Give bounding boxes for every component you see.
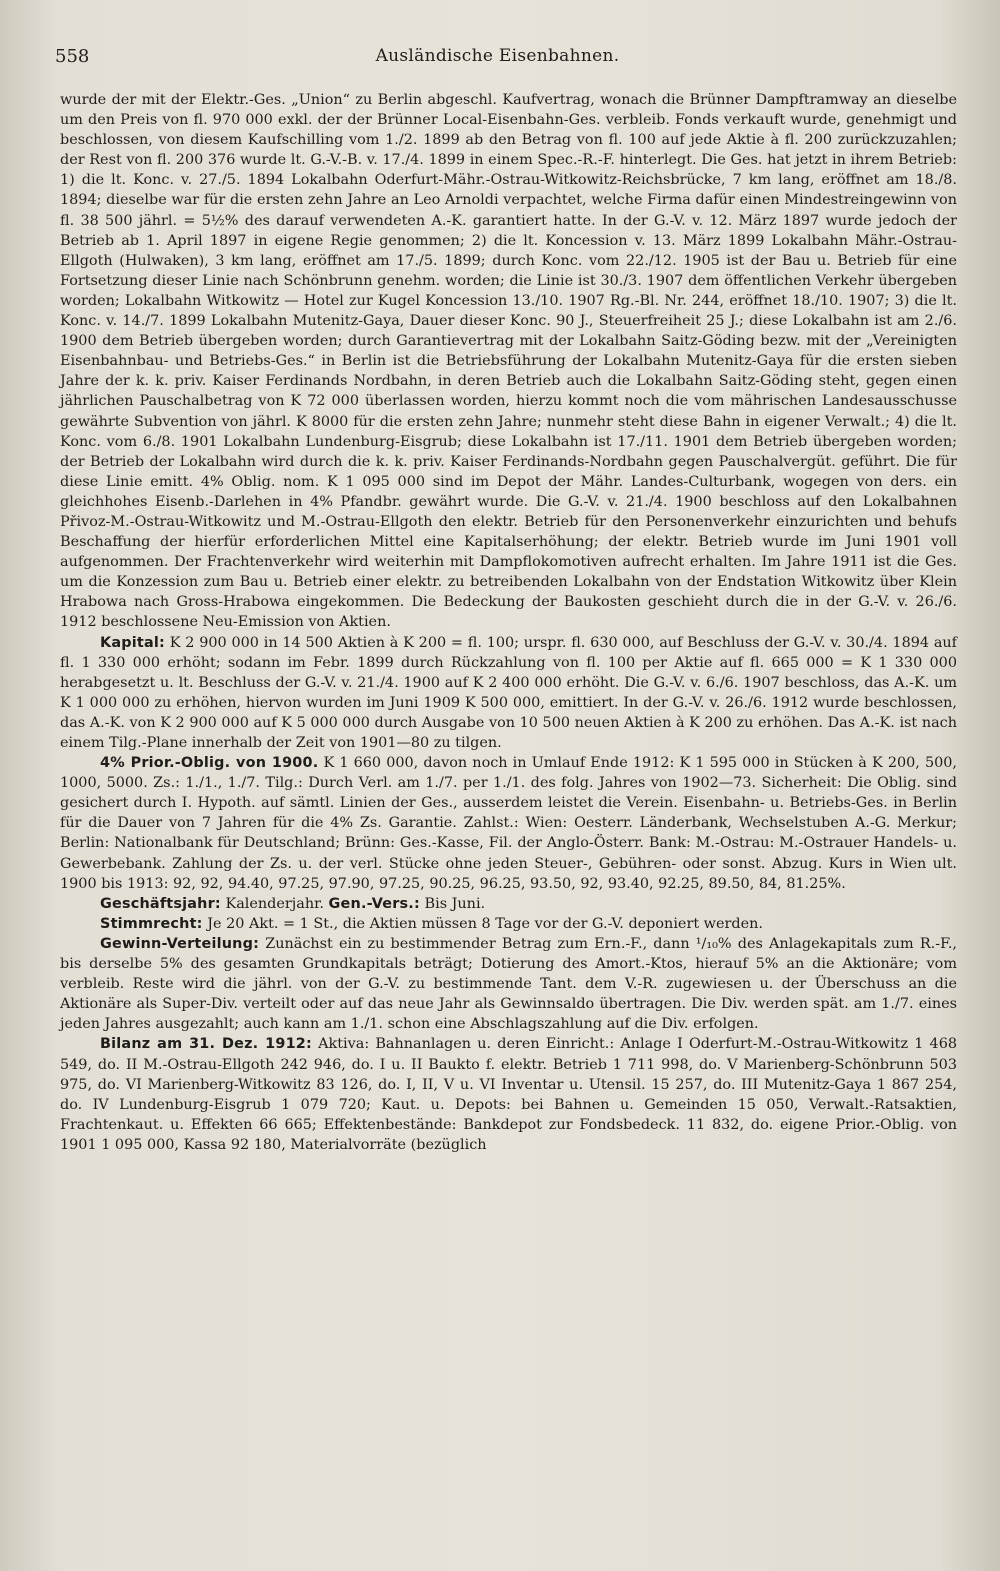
article-body [60, 90, 957, 1155]
prior-oblig-text: K 1 660 000, davon noch in Umlauf Ende 1912: K 1 595 000 in Stücken à K 200, 500, 1000, 5000. Zs.: 1./1., 1./7. Tilg.: Durch Verl. am 1./7. per 1./1. des folg. Jahres von 1902—73. Sicherheit: Die Oblig. sind gesichert durch I. Hypoth. auf sämtl. Linien der Ges., ausserdem leistet die Verein. Eisenbahn- u. Betriebs-Ges. in Berlin für die Dauer von 7 Jahren für die 4% Zs. Garantie. Zahlst.: Wien: Oesterr. Länderbank, Wechselstuben A.-G. Merkur; Berlin: Nationalbank für Deutschland; Brünn: Ges.-Kasse, Fil. der Anglo-Österr. Bank: M.-Ostrau: M.-Ostrauer Handels- u. Gewerbebank. Zahlung der Zs. u. der verl. Stücke ohne jeden Steuer-, Gebühren- oder sonst. Abzug. Kurs in Wien ult. 1900 bis 1913: 92, 92, 94.40, 97.25, 97.90, 97.25, 90.25, 96.25, 93.50, 92, 93.40, 92.25, 89.50, 84, 81.25%. [60, 755, 957, 892]
gewinn-text: Zunächst ein zu bestimmender Betrag zum Ern.-F., dann ¹/₁₀% des Anlagekapitals zum R.-F., bis derselbe 5% des gesamten Grundkapitals beträgt; Dotierung des Amort.-Ktos, hierauf 5% an die Aktionäre; vom verbleib. Reste wird die jährl. von der G.-V. zu bestimmende Tant. dem V.-R. zugewiesen u. der Überschuss an die Aktionäre als Super-Div. verteilt oder auf das neue Jahr als Gewinnsaldo übertragen. Die Div. werden spät. am 1./7. eines jeden Jahres ausgezahlt; auch kann am 1./1. schon eine Abschlagszahlung auf die Div. erfolgen. [60, 935, 957, 1033]
geschaeftsjahr-text: Kalenderjahr. [220, 895, 329, 912]
kapital-paragraph [60, 633, 957, 754]
stimmrecht-label: Stimmrecht: [100, 915, 203, 932]
bilanz-paragraph [60, 1034, 957, 1155]
prior-oblig-label: 4% Prior.-Oblig. von 1900. [100, 755, 319, 772]
stimmrecht-text: Je 20 Akt. = 1 St., die Aktien müssen 8 Tage vor der G.-V. deponiert werden. [202, 915, 763, 932]
geschaeftsjahr-paragraph [60, 894, 957, 914]
kapital-text: K 2 900 000 in 14 500 Aktien à K 200 = fl. 100; urspr. fl. 630 000, auf Beschluss der G.-V. v. 30./4. 1894 auf fl. 1 330 000 erhöht; sodann im Febr. 1899 durch Rückzahlung von fl. 100 per Aktie auf fl. 665 000 = K 1 330 000 herabgesetzt u. lt. Beschluss der G.-V. v. 21./4. 1900 auf K 2 400 000 erhöht. Die G.-V. v. 6./6. 1907 beschloss, das A.-K. um K 1 000 000 zu erhöhen, hiervon wurden im Juni 1909 K 500 000, emittiert. In der G.-V. v. 26./6. 1912 wurde beschlossen, das A.-K. von K 2 900 000 auf K 5 000 000 durch Ausgabe von 10 500 neuen Aktien à K 200 zu erhöhen. Das A.-K. ist nach einem Tilg.-Plane innerhalb der Zeit von 1901—80 zu tilgen. [60, 634, 957, 751]
gewinn-paragraph [60, 934, 957, 1034]
history-paragraph: wurde der mit der Elektr.-Ges. „Union“ zu Berlin abgeschl. Kaufvertrag, wonach die Brünner Dampftramway an dieselbe um den Preis von fl. 970 000 exkl. der der Brünner Local-Eisenbahn-Ges. verbleib. Fonds verkauft wurde, genehmigt und beschlossen, von diesem Kaufschilling vom 1./2. 1899 ab den Betrag von fl. 100 auf jede Aktie à fl. 200 zurückzuzahlen; der Rest von fl. 200 376 wurde lt. G.-V.-B. v. 17./4. 1899 in einem Spec.-R.-F. hinterlegt. Die Ges. hat jetzt in ihrem Betrieb: 1) die lt. Konc. v. 27./5. 1894 Lokalbahn Oderfurt-Mähr.-Ostrau-Witkowitz-Reichsbrücke, 7 km lang, eröffnet am 18./8. 1894; dieselbe war für die ersten zehn Jahre an Leo Arnoldi verpachtet, welche Firma dafür einen Mindestreingewinn von fl. 38 500 jährl. = 5½% des darauf verwendeten A.-K. garantiert hatte. In der G.-V. v. 12. März 1897 wurde jedoch der Betrieb ab 1. April 1897 in eigene Regie genommen; 2) die lt. Koncession v. 13. März 1899 Lokalbahn Mähr.-Ostrau-Ellgoth (Hulwaken), 3 km lang, eröffnet am 17./5. 1899; durch Konc. vom 22./12. 1905 ist der Bau u. Betrieb für eine Fortsetzung dieser Linie nach Schönbrunn genehm. worden; die Linie ist 30./3. 1907 dem öffentlichen Verkehr übergeben worden; Lokalbahn Witkowitz — Hotel zur Kugel Koncession 13./10. 1907 Rg.-Bl. Nr. 244, eröffnet 18./10. 1907; 3) die lt. Konc. v. 14./7. 1899 Lokalbahn Mutenitz-Gaya, Dauer dieser Konc. 90 J., Steuerfreiheit 25 J.; diese Lokalbahn ist am 2./6. 1900 dem Betrieb übergeben worden; durch Garantievertrag mit der Lokalbahn Saitz-Göding bezw. mit der „Vereinigten Eisenbahnbau- und Betriebs-Ges.“ in Berlin ist die Betriebsführung der Lokalbahn Mutenitz-Gaya für die ersten sieben Jahre der k. k. priv. Kaiser Ferdinands Nordbahn, in deren Betrieb auch die Lokalbahn Saitz-Göding steht, gegen einen jährlichen Pauschalbetrag von K 72 000 überlassen worden, hierzu kommt noch die vom mährischen Landesausschusse gewährte Subvention von jährl. K 8000 für die ersten zehn Jahre; nunmehr steht diese Bahn in eigener Verwalt.; 4) die lt. Konc. vom 6./8. 1901 Lokalbahn Lundenburg-Eisgrub; diese Lokalbahn ist 17./11. 1901 dem Betrieb übergeben worden; der Betrieb der Lokalbahn wird durch die k. k. priv. Kaiser Ferdinands-Nordbahn gegen Pauschalvergüt. geführt. Die für diese Linie emitt. 4% Oblig. nom. K 1 095 000 sind im Depot der Mähr. Landes-Culturbank, wogegen von ders. ein gleichhohes Eisenb.-Darlehen in 4% Pfandbr. gewährt wurde. Die G.-V. v. 21./4. 1900 beschloss auf den Lokalbahnen Přivoz-M.-Ostrau-Witkowitz und M.-Ostrau-Ellgoth den elektr. Betrieb für den Personenverkehr einzurichten und behufs Beschaffung der hierfür erforderlichen Mittel eine Kapitalserhöhung; der elektr. Betrieb wurde im Juni 1901 voll aufgenommen. Der Frachtenverkehr wird weiterhin mit Dampflokomotiven aufrecht erhalten. Im Jahre 1911 ist die Ges. um die Konzession zum Bau u. Betrieb einer elektr. zu betreibenden Lokalbahn von der Endstation Witkowitz über Klein Hrabowa nach Gross-Hrabowa eingekommen. Die Bedeckung der Baukosten geschieht durch die in der G.-V. v. 26./6. 1912 beschlossene Neu-Emission von Aktien. [60, 92, 957, 631]
bilanz-label: Bilanz am 31. Dez. 1912: [100, 1036, 312, 1053]
stimmrecht-paragraph [60, 914, 957, 934]
kapital-label: Kapital: [100, 634, 165, 651]
geschaeftsjahr-label: Geschäftsjahr: [100, 895, 221, 912]
page-header [55, 46, 940, 74]
page-number: 558 [55, 46, 90, 67]
running-title: Ausländische Eisenbahnen. [375, 46, 620, 66]
gewinn-label: Gewinn-Verteilung: [100, 935, 260, 952]
gen-vers-text: Bis Juni. [419, 895, 486, 912]
gen-vers-label: Gen.-Vers.: [328, 895, 420, 912]
bilanz-text: Aktiva: Bahnanlagen u. deren Einricht.: Anlage I Oderfurt-M.-Ostrau-Witkowitz 1 468 549, do. II M.-Ostrau-Ellgoth 242 946, do. I u. II Baukto f. elektr. Betrieb 1 711 998, do. V Marienberg-Schönbrunn 503 975, do. VI Marienberg-Witkowitz 83 126, do. I, II, V u. VI Inventar u. Utensil. 15 257, do. III Mutenitz-Gaya 1 867 254, do. IV Lundenburg-Eisgrub 1 079 720; Kaut. u. Depots: bei Bahnen u. Gemeinden 15 050, Verwalt.-Ratsaktien, Frachtenkaut. u. Effekten 66 665; Effektenbestände: Bankdepot zur Fondsbedeck. 11 832, do. eigene Prior.-Oblig. von 1901 1 095 000, Kassa 92 180, Materialvorräte (bezüglich [60, 1036, 958, 1153]
prior-oblig-paragraph [60, 753, 957, 894]
